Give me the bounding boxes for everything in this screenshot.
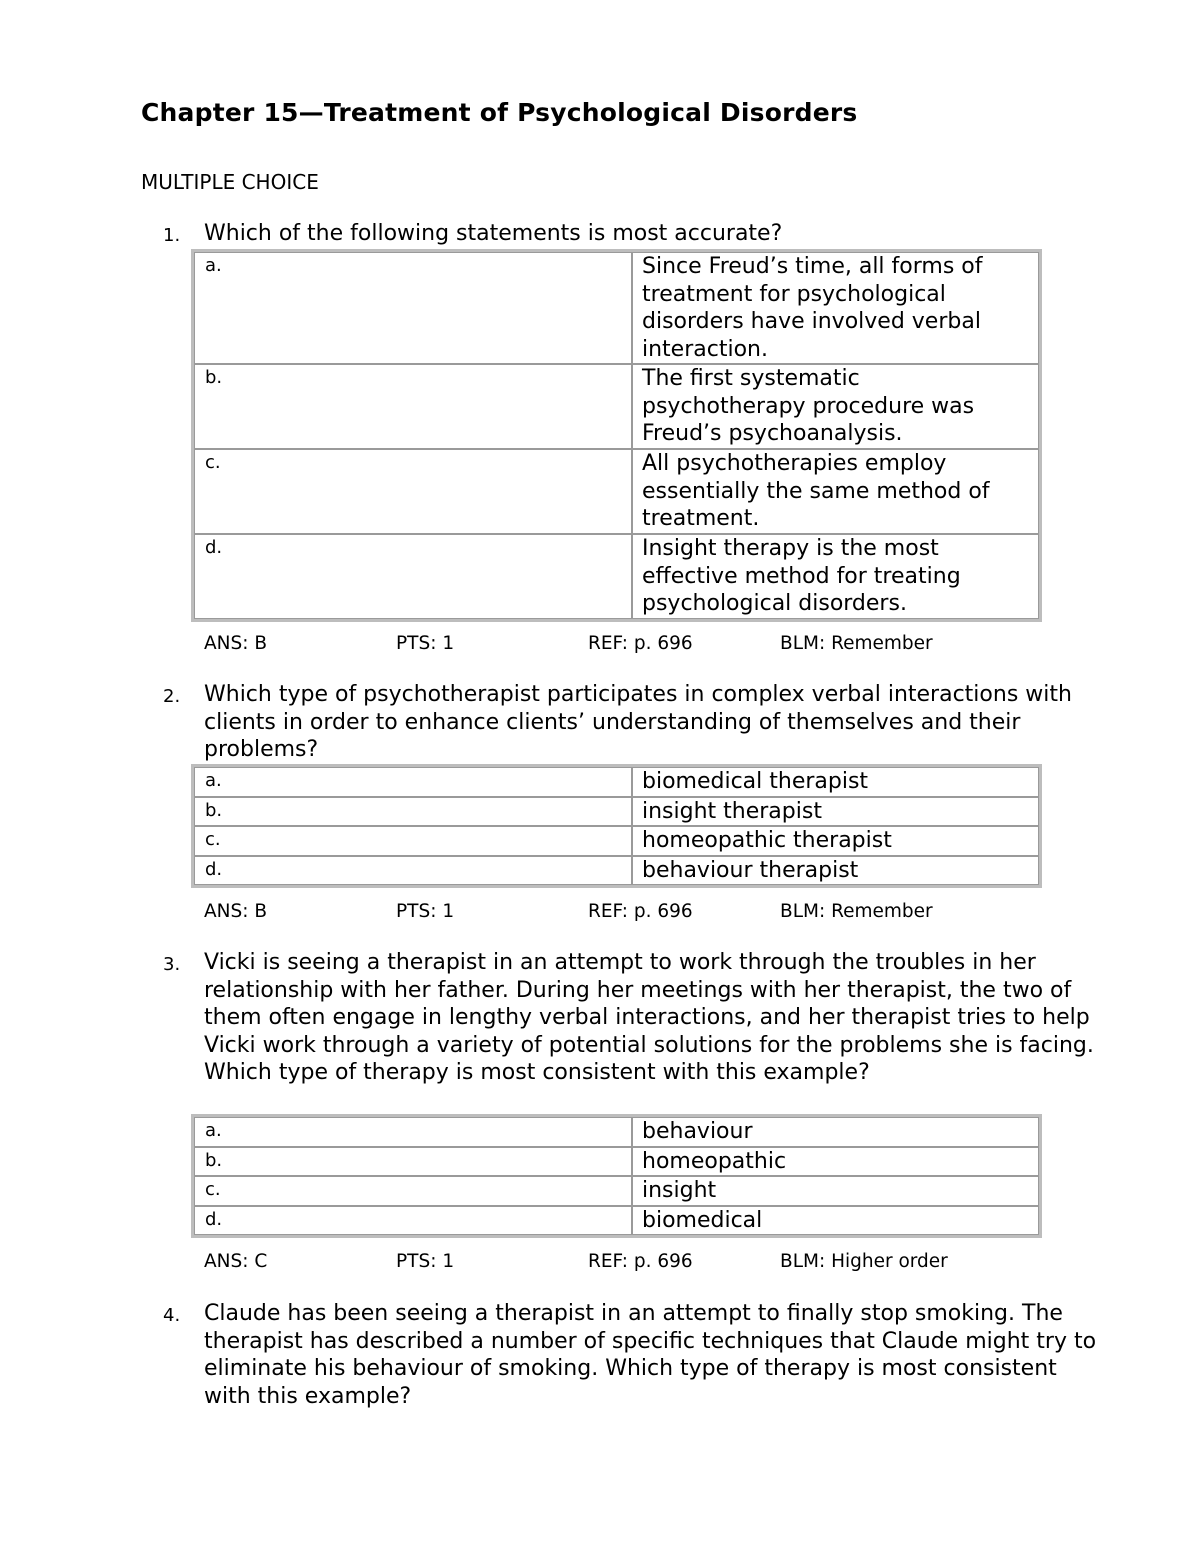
option-row <box>194 1147 1039 1177</box>
page-reference: REF: p. 696 <box>588 901 693 922</box>
option-row <box>194 856 1039 886</box>
blm-level: BLM: Remember <box>780 633 933 654</box>
option-text: insight <box>632 1176 1039 1206</box>
section-heading: MULTIPLE CHOICE <box>141 170 319 194</box>
option-letter: b. <box>194 797 632 827</box>
option-row <box>194 1176 1039 1206</box>
option-row <box>194 767 1039 797</box>
answer-key: ANS: C <box>204 1251 268 1272</box>
question-text: Which of the following statements is most accurate? <box>204 221 783 246</box>
question-text: Vicki is seeing a therapist in an attempt to work through the troubles in her relationship with her father. During her meetings with her therapist, the two of them often engage in lengthy verbal interactions, and her therapist tries to help Vicki work through a variety of potential solutions for the problems she is facing. Which type of therapy is most consistent with this example? <box>204 950 1094 1085</box>
option-text: biomedical <box>632 1206 1039 1236</box>
option-row <box>194 252 1039 364</box>
option-letter: c. <box>194 449 632 534</box>
option-row <box>194 797 1039 827</box>
option-letter: d. <box>194 1206 632 1236</box>
options-table <box>191 249 1042 622</box>
option-text: homeopathic therapist <box>632 826 1039 856</box>
option-text: Insight therapy is the most effective method for treating psychological disorders. <box>632 534 1039 619</box>
option-letter: b. <box>194 364 632 449</box>
option-text: homeopathic <box>632 1147 1039 1177</box>
points: PTS: 1 <box>396 1251 455 1272</box>
page-reference: REF: p. 696 <box>588 633 693 654</box>
option-row <box>194 534 1039 619</box>
option-row <box>194 1206 1039 1236</box>
options-table <box>191 1114 1042 1238</box>
option-letter: c. <box>194 1176 632 1206</box>
chapter-title: Chapter 15—Treatment of Psychological Disorders <box>141 98 858 127</box>
option-text: behaviour <box>632 1117 1039 1147</box>
option-letter: c. <box>194 826 632 856</box>
option-letter: d. <box>194 534 632 619</box>
option-text: biomedical therapist <box>632 767 1039 797</box>
option-row <box>194 449 1039 534</box>
blm-level: BLM: Higher order <box>780 1251 948 1272</box>
answer-key: ANS: B <box>204 901 268 922</box>
option-text: insight therapist <box>632 797 1039 827</box>
option-row <box>194 1117 1039 1147</box>
points: PTS: 1 <box>396 633 455 654</box>
options-table <box>191 764 1042 888</box>
answer-key: ANS: B <box>204 633 268 654</box>
question-number: 2. <box>163 686 181 707</box>
question-number: 1. <box>163 225 181 246</box>
option-letter: d. <box>194 856 632 886</box>
option-row <box>194 826 1039 856</box>
page-reference: REF: p. 696 <box>588 1251 693 1272</box>
question-number: 3. <box>163 954 181 975</box>
points: PTS: 1 <box>396 901 455 922</box>
option-text: All psychotherapies employ essentially the same method of treatment. <box>632 449 1039 534</box>
option-row <box>194 364 1039 449</box>
question-number: 4. <box>163 1305 181 1326</box>
question-text: Claude has been seeing a therapist in an attempt to finally stop smoking. The therapist has described a number of specific techniques that Claude might try to eliminate his behaviour of smoking. Which type of therapy is most consistent with this example? <box>204 1301 1097 1409</box>
option-text: Since Freud’s time, all forms of treatment for psychological disorders have involved verbal interaction. <box>632 252 1039 364</box>
option-text: behaviour therapist <box>632 856 1039 886</box>
blm-level: BLM: Remember <box>780 901 933 922</box>
option-letter: a. <box>194 767 632 797</box>
option-letter: a. <box>194 252 632 364</box>
question-text: Which type of psychotherapist participates in complex verbal interactions with clients in order to enhance clients’ understanding of themselves and their problems? <box>204 682 1072 762</box>
option-letter: a. <box>194 1117 632 1147</box>
option-text: The first systematic psychotherapy procedure was Freud’s psychoanalysis. <box>632 364 1039 449</box>
option-letter: b. <box>194 1147 632 1177</box>
